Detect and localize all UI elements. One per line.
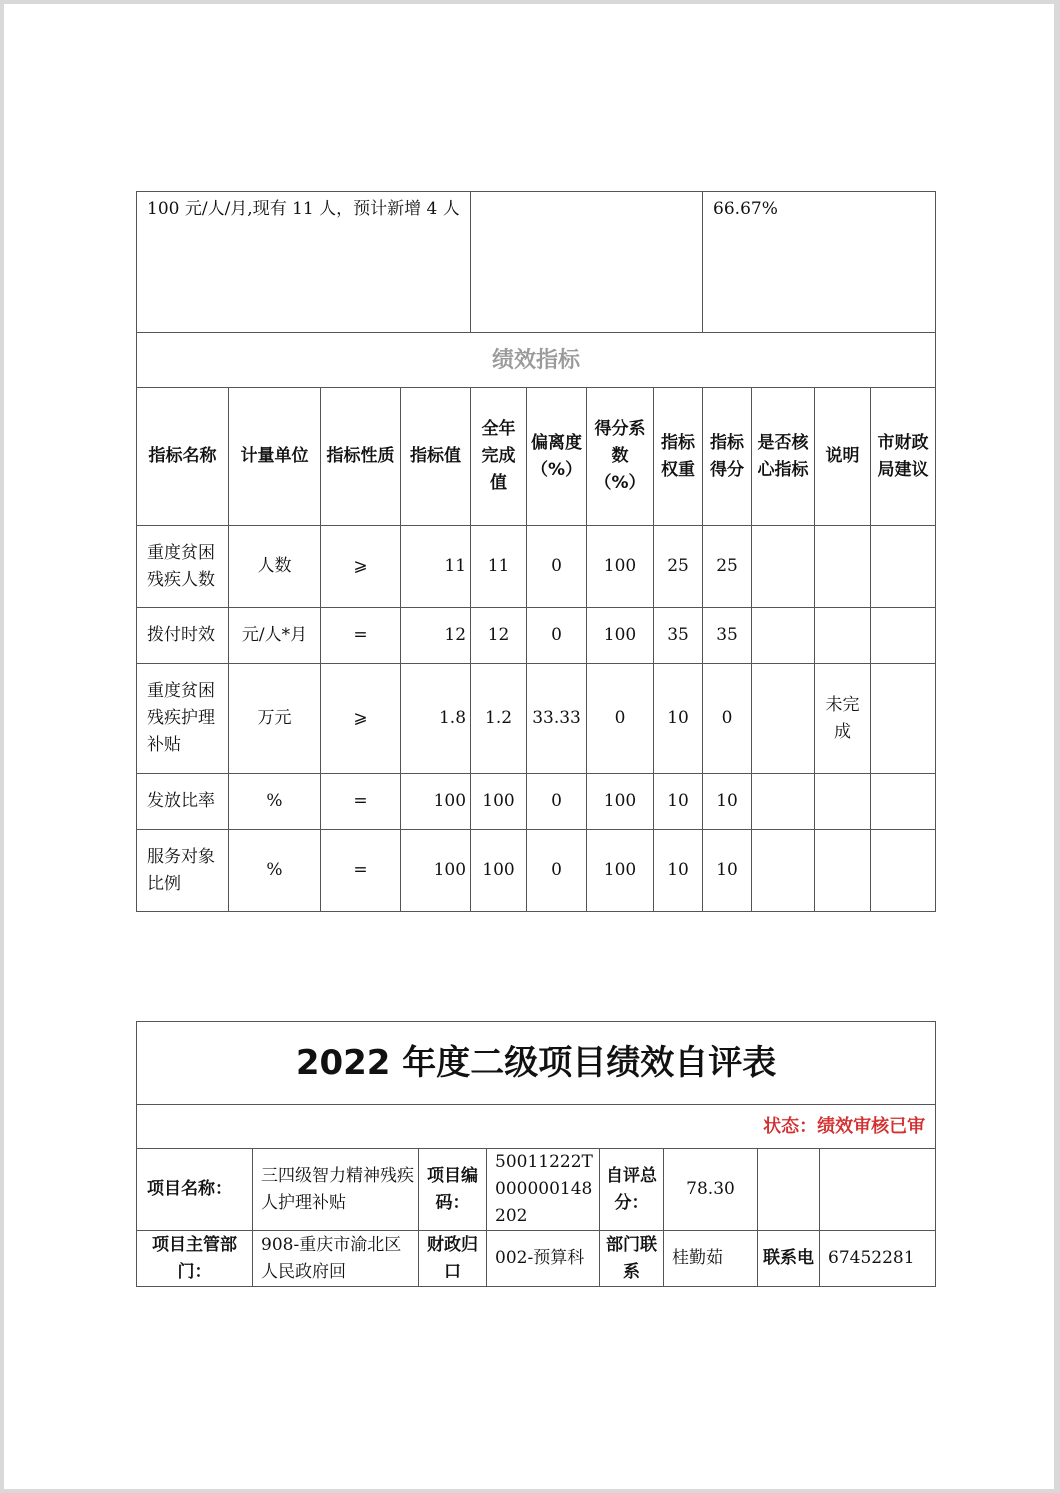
form-row-project <box>137 1149 936 1231</box>
summary-text: 100 元/人/月,现有 11 人，预计新增 4 人 <box>137 192 471 333</box>
document-page <box>4 4 1054 1489</box>
finance-value: 002-预算科 <box>487 1231 600 1287</box>
table-cell: 35 <box>654 608 703 664</box>
summary-row <box>137 192 936 333</box>
table-cell: 1.2 <box>471 664 527 774</box>
self-score-value: 78.30 <box>664 1149 758 1231</box>
header-cell: 市财政局建议 <box>871 388 936 526</box>
phone-label: 联系电 <box>758 1231 820 1287</box>
table-cell: 拨付时效 <box>137 608 229 664</box>
dept-label: 项目主管部门： <box>137 1231 253 1287</box>
table-cell: 12 <box>471 608 527 664</box>
table-cell: 1.8 <box>401 664 471 774</box>
table-cell: = <box>321 830 401 912</box>
table-row <box>137 664 936 774</box>
header-cell: 说明 <box>815 388 871 526</box>
table-cell: ⩾ <box>321 526 401 608</box>
table-cell: 万元 <box>229 664 321 774</box>
table-cell: 10 <box>654 830 703 912</box>
dept-value: 908-重庆市渝北区人民政府回 <box>253 1231 419 1287</box>
table-cell: ⩾ <box>321 664 401 774</box>
self-evaluation-form <box>136 1021 936 1287</box>
table-cell <box>871 608 936 664</box>
table-header <box>137 388 936 526</box>
table-cell <box>871 664 936 774</box>
table-cell <box>752 664 815 774</box>
table-cell: = <box>321 774 401 830</box>
project-code-value: 50011222T000000148202 <box>487 1149 600 1231</box>
table-cell: 0 <box>527 526 587 608</box>
table-cell: 33.33 <box>527 664 587 774</box>
table-cell: 100 <box>587 608 654 664</box>
table-cell: 0 <box>527 830 587 912</box>
table-cell: 100 <box>471 774 527 830</box>
table-cell: 100 <box>401 830 471 912</box>
project-code-label: 项目编码： <box>419 1149 487 1231</box>
table-cell: 25 <box>703 526 752 608</box>
table-cell: 10 <box>703 774 752 830</box>
table-cell: 10 <box>654 664 703 774</box>
table-cell: 35 <box>703 608 752 664</box>
table-cell: = <box>321 608 401 664</box>
status-badge: 状态：绩效审核已审 <box>137 1105 936 1149</box>
table-cell: 重度贫困残疾人数 <box>137 526 229 608</box>
table-cell: % <box>229 830 321 912</box>
table-cell <box>871 774 936 830</box>
table-cell: 10 <box>703 830 752 912</box>
header-cell: 全年完成值 <box>471 388 527 526</box>
table-cell: 100 <box>587 526 654 608</box>
contact-value: 桂勤茹 <box>664 1231 758 1287</box>
performance-indicator-table <box>136 191 936 912</box>
summary-middle <box>471 192 703 333</box>
table-row <box>137 830 936 912</box>
contact-label: 部门联系 <box>600 1231 664 1287</box>
table-cell: 25 <box>654 526 703 608</box>
summary-rate: 66.67% <box>703 192 936 333</box>
section-title: 绩效指标 <box>137 333 936 388</box>
table-cell <box>815 608 871 664</box>
table-cell <box>752 830 815 912</box>
header-cell: 指标性质 <box>321 388 401 526</box>
finance-label: 财政归口 <box>419 1231 487 1287</box>
table-cell: 100 <box>587 774 654 830</box>
header-cell: 指标值 <box>401 388 471 526</box>
table-row <box>137 608 936 664</box>
table-cell: 0 <box>527 608 587 664</box>
table-cell: 元/人*月 <box>229 608 321 664</box>
table-cell: 发放比率 <box>137 774 229 830</box>
header-cell: 偏离度（%） <box>527 388 587 526</box>
table-cell: 人数 <box>229 526 321 608</box>
table-cell: 11 <box>401 526 471 608</box>
empty-cell <box>758 1149 820 1231</box>
table-cell <box>752 608 815 664</box>
project-name-value: 三四级智力精神残疾人护理补贴 <box>253 1149 419 1231</box>
header-cell: 是否核心指标 <box>752 388 815 526</box>
table-cell <box>871 830 936 912</box>
table-cell: 11 <box>471 526 527 608</box>
form-row-dept <box>137 1231 936 1287</box>
table-cell <box>752 526 815 608</box>
table-cell <box>871 526 936 608</box>
header-cell: 指标得分 <box>703 388 752 526</box>
header-cell: 指标名称 <box>137 388 229 526</box>
self-score-label: 自评总分： <box>600 1149 664 1231</box>
table-cell: 12 <box>401 608 471 664</box>
table-cell: 重度贫困残疾护理补贴 <box>137 664 229 774</box>
form-title: 2022 年度二级项目绩效自评表 <box>137 1022 936 1105</box>
phone-value: 67452281 <box>820 1231 936 1287</box>
header-cell: 指标权重 <box>654 388 703 526</box>
table-cell: 10 <box>654 774 703 830</box>
table-cell: 100 <box>471 830 527 912</box>
project-name-label: 项目名称： <box>137 1149 253 1231</box>
table-cell <box>815 774 871 830</box>
table-cell <box>815 526 871 608</box>
table-cell: 0 <box>587 664 654 774</box>
table-cell: 0 <box>527 774 587 830</box>
table-cell <box>815 830 871 912</box>
table-cell: 服务对象比例 <box>137 830 229 912</box>
table-cell: 100 <box>587 830 654 912</box>
table-cell: % <box>229 774 321 830</box>
header-cell: 得分系数（%） <box>587 388 654 526</box>
header-cell: 计量单位 <box>229 388 321 526</box>
table-row <box>137 774 936 830</box>
table-cell: 未完成 <box>815 664 871 774</box>
table-cell: 0 <box>703 664 752 774</box>
table-cell <box>752 774 815 830</box>
table-cell: 100 <box>401 774 471 830</box>
table-row <box>137 526 936 608</box>
empty-cell <box>820 1149 936 1231</box>
